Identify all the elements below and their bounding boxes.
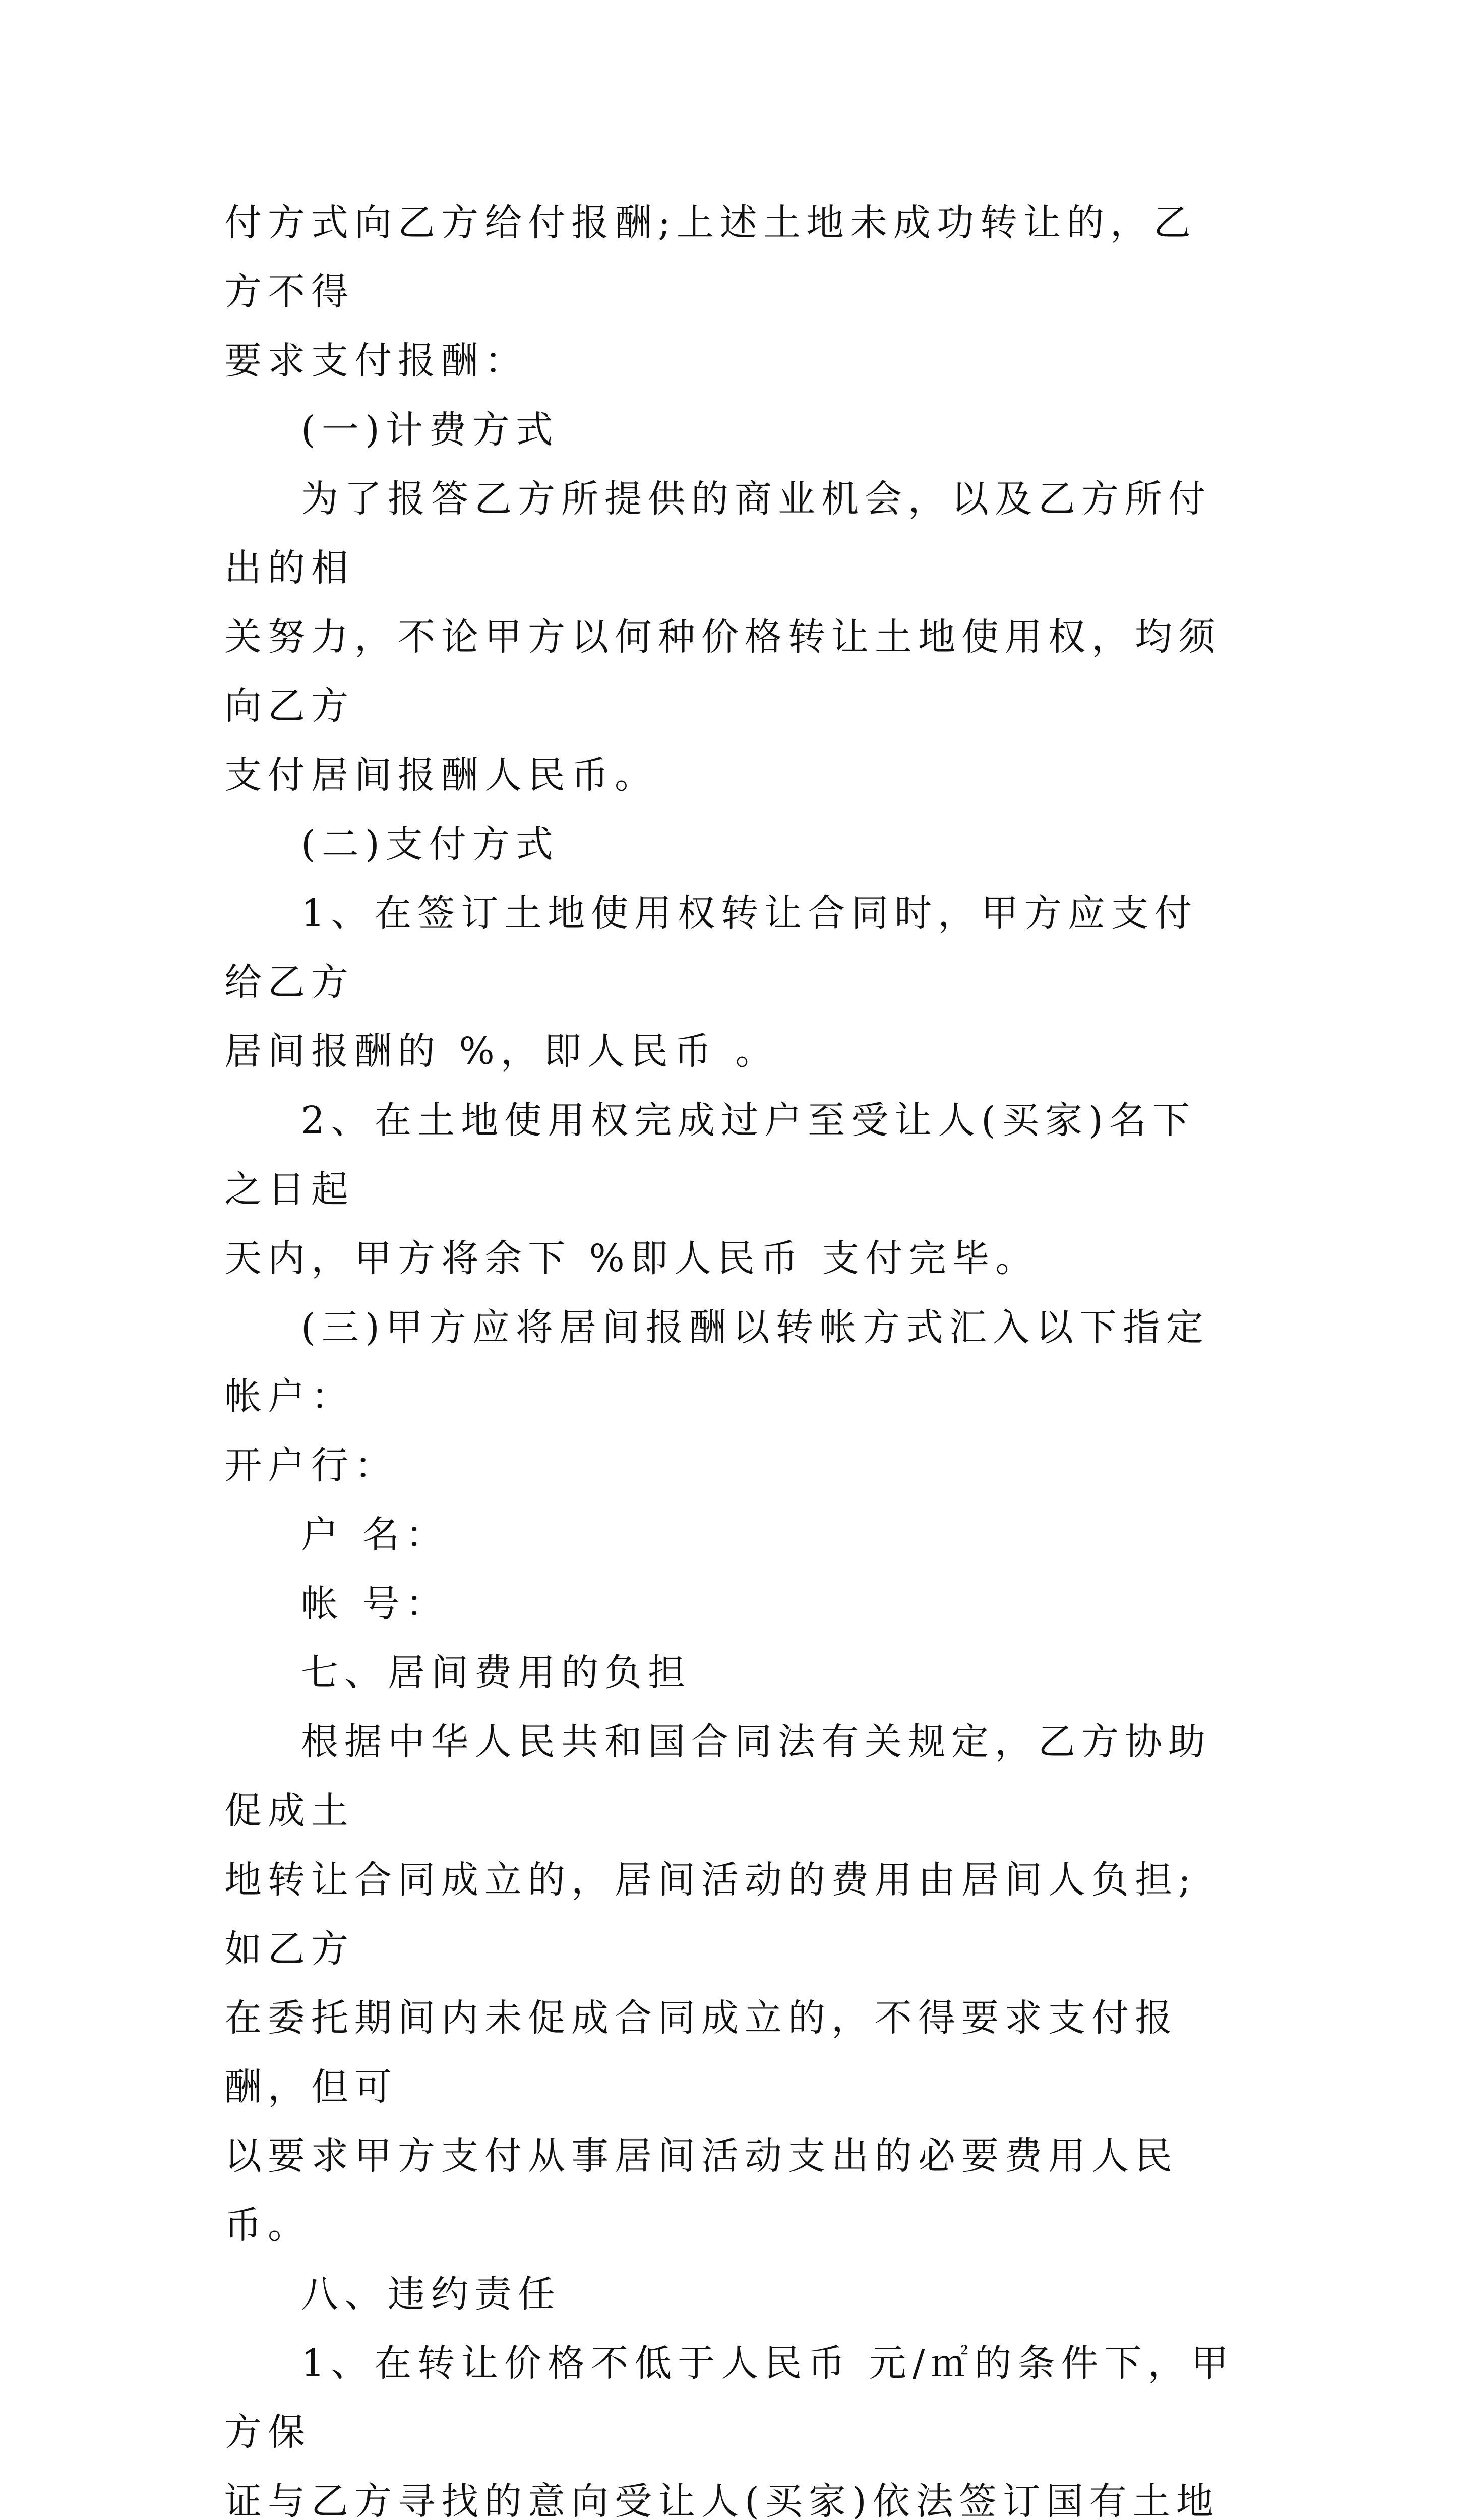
text-line: 付方式向乙方给付报酬;上述土地未成功转让的，乙方不得 <box>224 201 1197 313</box>
text-line: 证与乙方寻找的意向受让人(买家)依法签订国有土地 <box>224 2480 1220 2520</box>
text-line: 支付居间报酬人民币。 <box>224 753 658 797</box>
text-line: 根据中华人民共和国合同法有关规定，乙方协助促成土 <box>224 1720 1211 1833</box>
text-line: 1、在签订土地使用权转让合同时，甲方应支付给乙方 <box>224 892 1198 1004</box>
text-line: 以要求甲方支付从事居间活动支出的必要费用人民币。 <box>224 2134 1178 2247</box>
section-heading: 七、居间费用的负担 <box>301 1651 691 1694</box>
text-line: 开户行： <box>224 1444 398 1487</box>
text-line: 要求支付报酬： <box>224 339 528 383</box>
text-line: 在委托期间内未促成合同成立的，不得要求支付报酬，但可 <box>224 1996 1178 2109</box>
text-line: 1、在转让价格不低于人民币 元/㎡的条件下，甲方保 <box>224 2342 1235 2454</box>
text-line: 地转让合同成立的，居间活动的费用由居间人负担;如乙方 <box>224 1858 1197 1971</box>
text-line: 居间报酬的 %，即人民币 。 <box>224 1030 779 1073</box>
section-heading: (二)支付方式 <box>301 823 559 866</box>
text-line: 为了报答乙方所提供的商业机会，以及乙方所付出的相 <box>224 477 1211 590</box>
account-name-line: 户 名： <box>301 1513 449 1556</box>
section-heading: (一)计费方式 <box>301 408 559 452</box>
document-body <box>224 188 1238 2520</box>
text-line: 天内，甲方将余下 %即人民币 支付完毕。 <box>224 1237 1039 1280</box>
text-line: 2、在土地使用权完成过户至受让人(买家)名下之日起 <box>224 1099 1196 1211</box>
text-line: 关努力，不论甲方以何种价格转让土地使用权，均须向乙方 <box>224 615 1222 728</box>
text-line: (三)甲方应将居间报酬以转帐方式汇入以下指定帐户： <box>224 1306 1209 1418</box>
account-number-line: 帐 号： <box>301 1582 449 1625</box>
section-heading: 八、违约责任 <box>301 2273 561 2316</box>
